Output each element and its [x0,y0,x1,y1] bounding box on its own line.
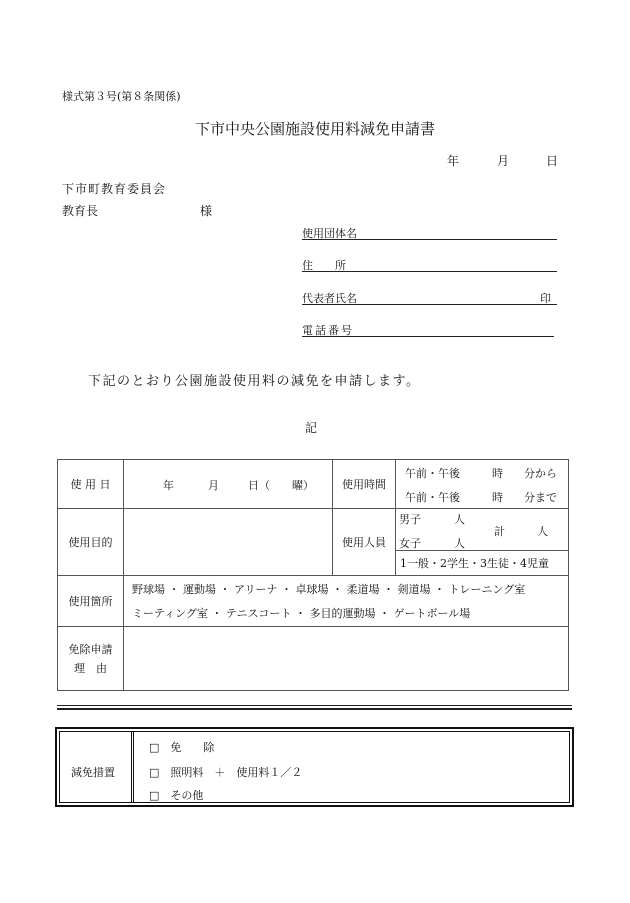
facility-field[interactable] [124,576,569,627]
group-name-field[interactable] [302,239,557,240]
people-label: 使用人員 [333,509,396,576]
male-unit: 人 [454,513,465,526]
date-field-day: 日（ [248,479,270,492]
addressee-chief: 教育長 [62,204,99,218]
time-hour-to: 時 [492,491,503,504]
use-time-label: 使用時間 [333,460,396,509]
facility-options-row2: ミーティング室 ・ テニスコート ・ 多目的運動場 ・ ゲートボール場 [132,607,471,620]
time-ampm-to: 午前・午後 [405,491,460,504]
option-exemption[interactable]: □ 免 除 [149,741,215,754]
office-label: 減免措置 [71,766,115,779]
seal-mark: 印 [540,292,551,305]
addressee-org: 下市町教育委員会 [62,182,167,196]
form-number: 様式第３号(第８条関係) [62,90,181,103]
phone-label: 電話番号 [302,324,354,337]
statement: 下記のとおり公園施設使用料の減免を申請します。 [88,374,421,389]
facility-options-row1: 野球場 ・ 運動場 ・ アリーナ ・ 卓球場 ・ 柔道場 ・ 剣道場 ・ トレーニング室 [132,583,526,596]
ki-mark: 記 [305,421,318,435]
date-day-label: 日 [546,154,559,168]
use-date-label: 使 用 日 [58,460,124,509]
female-label: 女子 [399,537,421,550]
total-label: 計 [494,525,505,538]
people-field[interactable] [396,509,569,576]
page-title: 下市中央公園施設使用料減免申請書 [194,120,435,138]
time-ampm-from: 午前・午後 [405,467,460,480]
date-field-month: 月 [208,479,219,492]
representative-label: 代表者氏名 [302,292,357,305]
facility-label: 使用箇所 [58,576,124,627]
purpose-field[interactable] [124,509,333,576]
male-label: 男子 [399,513,421,526]
date-month-label: 月 [497,154,510,168]
reason-field[interactable] [124,627,569,691]
date-field-year: 年 [163,479,174,492]
date-field-weekday: 曜） [292,479,314,492]
total-unit: 人 [537,525,548,538]
female-unit: 人 [454,537,465,550]
time-minute-to: 分まで [524,491,557,504]
time-minute-from: 分から [524,467,557,480]
option-lighting-half[interactable]: □ 照明料 ＋ 使用料１／２ [149,766,303,779]
application-table [57,459,569,691]
use-date-field[interactable] [124,460,333,509]
time-hour-from: 時 [492,467,503,480]
purpose-label: 使用目的 [58,509,124,576]
divider-line-1 [57,705,572,706]
group-name-label: 使用団体名 [302,227,357,240]
use-time-field[interactable] [396,460,569,509]
phone-field[interactable] [302,336,554,337]
addressee-honorific: 様 [200,204,213,218]
divider-line-2 [57,708,572,710]
date-year-label: 年 [447,154,460,168]
category-options: 1一般・2学生・3生徒・4児童 [400,557,549,570]
office-use-box [55,727,574,807]
reason-label: 免除申請 理 由 [58,627,124,691]
address-label: 住 所 [302,259,346,272]
representative-field[interactable] [302,304,557,305]
option-other[interactable]: □ その他 [149,789,204,802]
address-field[interactable] [302,271,557,272]
